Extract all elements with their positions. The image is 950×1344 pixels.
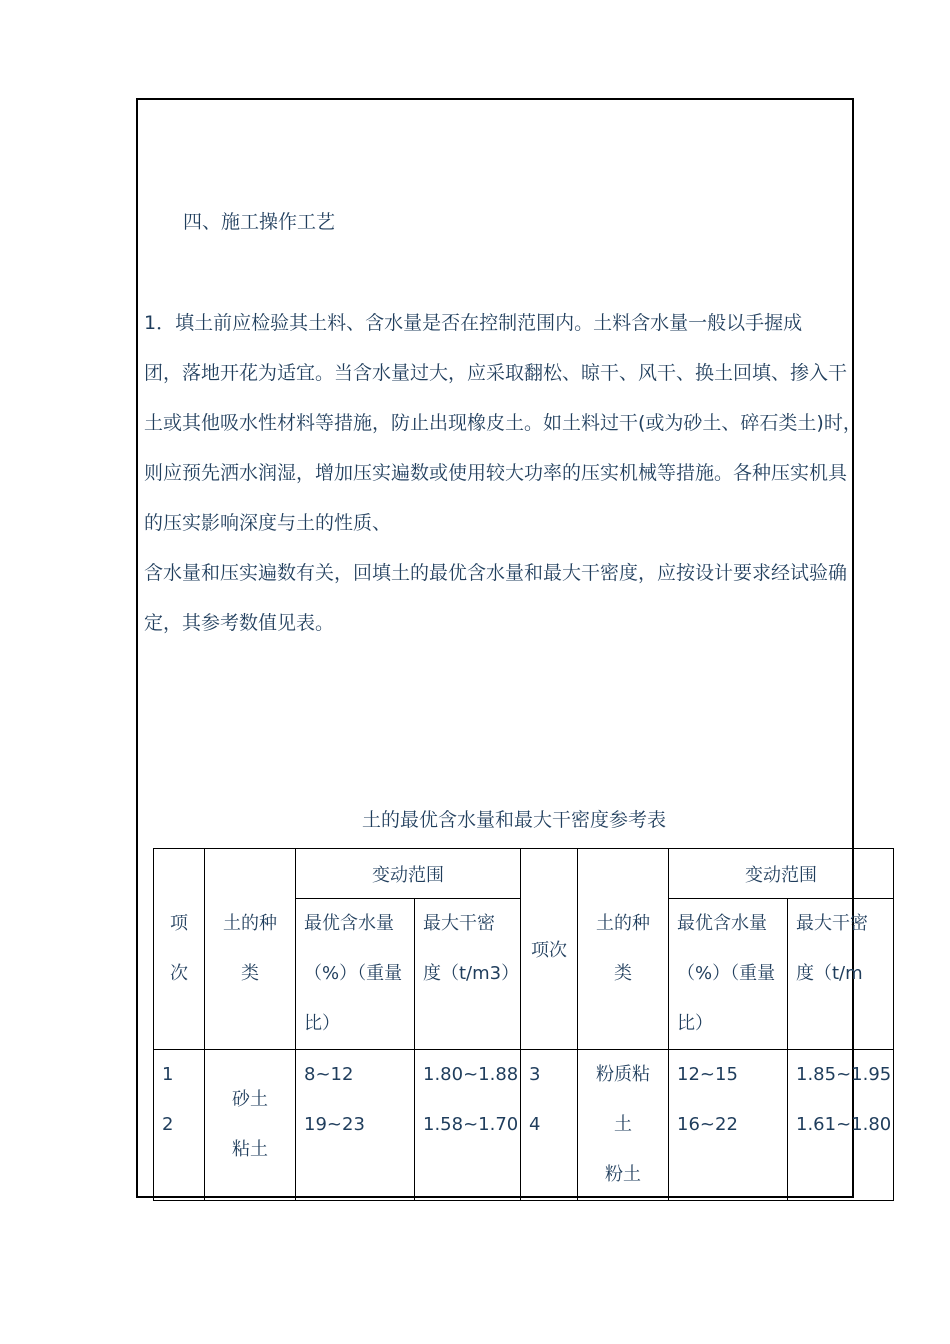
header-range: 变动范围 (296, 849, 521, 899)
header-max-density: 最大干密 度（t/m3） (415, 899, 521, 1050)
paragraph-line: 的压实影响深度与土的性质、 (144, 512, 392, 534)
row-moisture-values: 8~12 19~23 (296, 1050, 415, 1201)
row-soil-types: 砂土 粘土 (205, 1050, 296, 1201)
section-heading: 四、施工操作工艺 (183, 211, 336, 233)
header-range-right: 变动范围 (669, 849, 894, 899)
paragraph-line: 团，落地开花为适宜。当含水量过大，应采取翻松、晾干、风干、换土回填、掺入干 (144, 362, 848, 384)
header-item-no-right: 项次 (521, 849, 578, 1050)
row-item-numbers: 1 2 (154, 1050, 205, 1201)
row-item-numbers-right: 3 4 (521, 1050, 578, 1201)
paragraph-line: 土或其他吸水性材料等措施，防止出现橡皮土。如土料过干(或为砂土、碎石类土)时， (144, 412, 862, 434)
header-opt-moisture-right: 最优含水量 （%）（重量 比） (669, 899, 788, 1050)
row-moisture-values-right: 12~15 16~22 (669, 1050, 788, 1201)
row-density-values: 1.80~1.88 1.58~1.70 (415, 1050, 521, 1201)
header-item-no: 项 次 (154, 849, 205, 1050)
header-opt-moisture: 最优含水量 （%）（重量 比） (296, 899, 415, 1050)
paragraph-line: 含水量和压实遍数有关，回填土的最优含水量和最大干密度，应按设计要求经试验确 (144, 562, 848, 584)
header-soil-type-right: 土的种 类 (578, 849, 669, 1050)
paragraph-line: 1．填土前应检验其土料、含水量是否在控制范围内。土料含水量一般以手握成 (144, 312, 803, 334)
paragraph-line: 则应预先洒水润湿，增加压实遍数或使用较大功率的压实机械等措施。各种压实机具 (144, 462, 848, 484)
header-soil-type: 土的种 类 (205, 849, 296, 1050)
paragraph-line: 定，其参考数值见表。 (144, 612, 335, 634)
table-caption: 土的最优含水量和最大干密度参考表 (362, 809, 667, 831)
header-max-density-right: 最大干密 度（t/m (788, 899, 894, 1050)
row-density-values-right: 1.85~1.95 1.61~1.80 (788, 1050, 894, 1201)
soil-reference-table (153, 848, 894, 1201)
row-soil-types-right: 粉质粘 土 粉土 (578, 1050, 669, 1201)
